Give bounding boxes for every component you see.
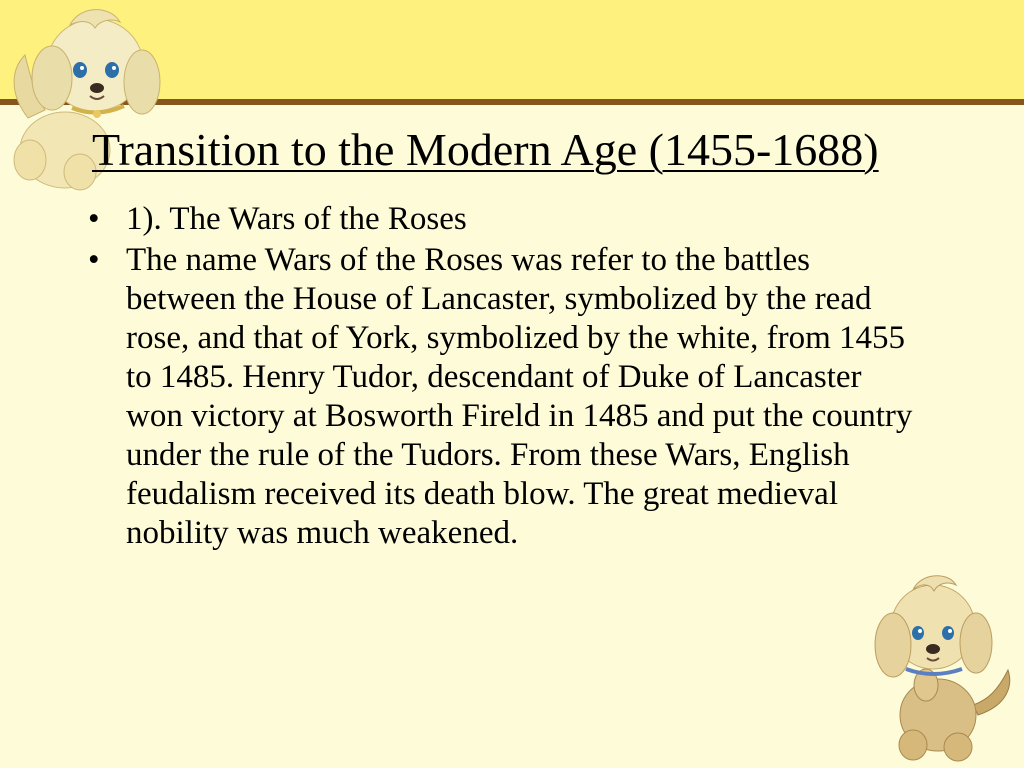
bullet-text: 1). The Wars of the Roses [126, 201, 467, 237]
slide-title: Transition to the Modern Age (1455-1688) [92, 124, 879, 175]
bullet-text: The name Wars of the Roses was refer to the battles between the House of Lancaster, symbolized by the read rose, and that of York, symbolized by the white, from 1455 to 1485. Henry Tudor, descendant of Duke of Lancaster won victory at Bosworth Fireld in 1485 and put the country under the rule of the Tudors. From these Wars, English feudalism received its death blow. The great medieval nobility was much weakened. [126, 242, 913, 551]
bullet-item [84, 241, 914, 553]
puppy-mascot-icon [858, 565, 1018, 765]
bullet-marker: • [88, 242, 100, 278]
bullet-item [84, 200, 914, 239]
bullet-marker: • [88, 201, 100, 237]
bullet-list [84, 200, 914, 555]
